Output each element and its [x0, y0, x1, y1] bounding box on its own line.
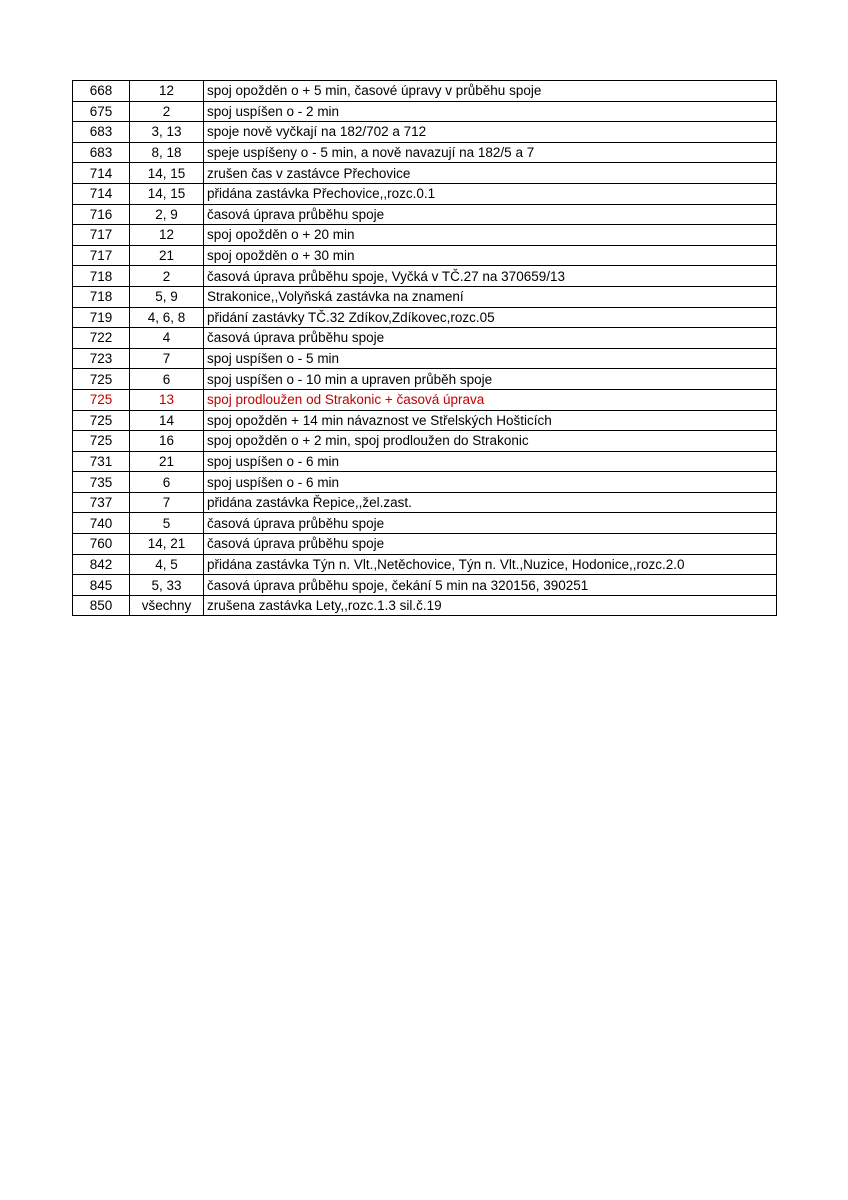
line-number-cell: 725 — [73, 431, 130, 452]
table-row — [73, 369, 777, 390]
line-number-cell: 737 — [73, 492, 130, 513]
table-row — [73, 389, 777, 410]
line-number-cell: 760 — [73, 534, 130, 555]
table-row — [73, 554, 777, 575]
line-number-cell: 719 — [73, 307, 130, 328]
line-number-cell: 725 — [73, 389, 130, 410]
trip-numbers-cell: 14, 15 — [130, 163, 204, 184]
table-body — [73, 81, 777, 616]
change-note-cell: spoj uspíšen o - 2 min — [204, 101, 777, 122]
line-number-cell: 683 — [73, 142, 130, 163]
trip-numbers-cell: 2 — [130, 266, 204, 287]
line-number-cell: 740 — [73, 513, 130, 534]
line-number-cell: 735 — [73, 472, 130, 493]
table-row — [73, 575, 777, 596]
table-row — [73, 307, 777, 328]
line-number-cell: 842 — [73, 554, 130, 575]
trip-numbers-cell: 4, 5 — [130, 554, 204, 575]
table-row — [73, 122, 777, 143]
change-note-cell: spoj uspíšen o - 6 min — [204, 451, 777, 472]
table-row — [73, 204, 777, 225]
trip-numbers-cell: 3, 13 — [130, 122, 204, 143]
change-note-cell: přidána zastávka Přechovice,,rozc.0.1 — [204, 183, 777, 204]
change-note-cell: spoj opožděn o + 20 min — [204, 225, 777, 246]
line-number-cell: 668 — [73, 81, 130, 102]
change-note-cell: přidána zastávka Řepice,,žel.zast. — [204, 492, 777, 513]
trip-numbers-cell: 14, 21 — [130, 534, 204, 555]
table-row — [73, 163, 777, 184]
table-row — [73, 410, 777, 431]
trip-numbers-cell: 5 — [130, 513, 204, 534]
trip-numbers-cell: 12 — [130, 225, 204, 246]
table-row — [73, 492, 777, 513]
table-row — [73, 183, 777, 204]
change-note-cell: spoje nově vyčkají na 182/702 a 712 — [204, 122, 777, 143]
trip-numbers-cell: 5, 33 — [130, 575, 204, 596]
change-note-cell: přidání zastávky TČ.32 Zdíkov,Zdíkovec,rozc.05 — [204, 307, 777, 328]
table-row — [73, 328, 777, 349]
change-note-cell: speje uspíšeny o - 5 min, a nově navazují na 182/5 a 7 — [204, 142, 777, 163]
trip-numbers-cell: všechny — [130, 595, 204, 616]
table-row — [73, 81, 777, 102]
trip-numbers-cell: 16 — [130, 431, 204, 452]
timetable-changes-table — [72, 80, 777, 616]
change-note-cell: časová úprava průběhu spoje, Vyčká v TČ.27 na 370659/13 — [204, 266, 777, 287]
trip-numbers-cell: 4 — [130, 328, 204, 349]
line-number-cell: 714 — [73, 163, 130, 184]
trip-numbers-cell: 21 — [130, 245, 204, 266]
table-row — [73, 451, 777, 472]
trip-numbers-cell: 21 — [130, 451, 204, 472]
trip-numbers-cell: 13 — [130, 389, 204, 410]
line-number-cell: 722 — [73, 328, 130, 349]
table-row — [73, 142, 777, 163]
change-note-cell: spoj uspíšen o - 6 min — [204, 472, 777, 493]
table-row — [73, 472, 777, 493]
table-row — [73, 595, 777, 616]
trip-numbers-cell: 7 — [130, 492, 204, 513]
trip-numbers-cell: 7 — [130, 348, 204, 369]
table-row — [73, 286, 777, 307]
trip-numbers-cell: 2 — [130, 101, 204, 122]
trip-numbers-cell: 6 — [130, 369, 204, 390]
table-row — [73, 266, 777, 287]
trip-numbers-cell: 6 — [130, 472, 204, 493]
line-number-cell: 716 — [73, 204, 130, 225]
trip-numbers-cell: 14, 15 — [130, 183, 204, 204]
change-note-cell: zrušena zastávka Lety,,rozc.1.3 sil.č.19 — [204, 595, 777, 616]
change-note-cell: spoj opožděn o + 2 min, spoj prodloužen do Strakonic — [204, 431, 777, 452]
trip-numbers-cell: 5, 9 — [130, 286, 204, 307]
change-note-cell: spoj opožděn + 14 min návaznost ve Střelských Hošticích — [204, 410, 777, 431]
line-number-cell: 718 — [73, 286, 130, 307]
line-number-cell: 714 — [73, 183, 130, 204]
line-number-cell: 731 — [73, 451, 130, 472]
trip-numbers-cell: 12 — [130, 81, 204, 102]
trip-numbers-cell: 2, 9 — [130, 204, 204, 225]
table-row — [73, 431, 777, 452]
line-number-cell: 845 — [73, 575, 130, 596]
change-note-cell: spoj prodloužen od Strakonic + časová úprava — [204, 389, 777, 410]
change-note-cell: spoj opožděn o + 5 min, časové úpravy v průběhu spoje — [204, 81, 777, 102]
trip-numbers-cell: 4, 6, 8 — [130, 307, 204, 328]
line-number-cell: 717 — [73, 225, 130, 246]
table-row — [73, 245, 777, 266]
line-number-cell: 725 — [73, 410, 130, 431]
change-note-cell: spoj uspíšen o - 10 min a upraven průběh spoje — [204, 369, 777, 390]
change-note-cell: Strakonice,,Volyňská zastávka na znamení — [204, 286, 777, 307]
trip-numbers-cell: 14 — [130, 410, 204, 431]
change-note-cell: časová úprava průběhu spoje — [204, 534, 777, 555]
table-row — [73, 513, 777, 534]
line-number-cell: 675 — [73, 101, 130, 122]
change-note-cell: časová úprava průběhu spoje, čekání 5 min na 320156, 390251 — [204, 575, 777, 596]
line-number-cell: 850 — [73, 595, 130, 616]
change-note-cell: přidána zastávka Týn n. Vlt.,Netěchovice, Týn n. Vlt.,Nuzice, Hodonice,,rozc.2.0 — [204, 554, 777, 575]
trip-numbers-cell: 8, 18 — [130, 142, 204, 163]
table-row — [73, 534, 777, 555]
change-note-cell: časová úprava průběhu spoje — [204, 204, 777, 225]
line-number-cell: 717 — [73, 245, 130, 266]
line-number-cell: 723 — [73, 348, 130, 369]
line-number-cell: 718 — [73, 266, 130, 287]
change-note-cell: časová úprava průběhu spoje — [204, 328, 777, 349]
change-note-cell: spoj uspíšen o - 5 min — [204, 348, 777, 369]
line-number-cell: 683 — [73, 122, 130, 143]
table-row — [73, 225, 777, 246]
line-number-cell: 725 — [73, 369, 130, 390]
change-note-cell: časová úprava průběhu spoje — [204, 513, 777, 534]
table-row — [73, 101, 777, 122]
table-row — [73, 348, 777, 369]
change-note-cell: zrušen čas v zastávce Přechovice — [204, 163, 777, 184]
change-note-cell: spoj opožděn o + 30 min — [204, 245, 777, 266]
